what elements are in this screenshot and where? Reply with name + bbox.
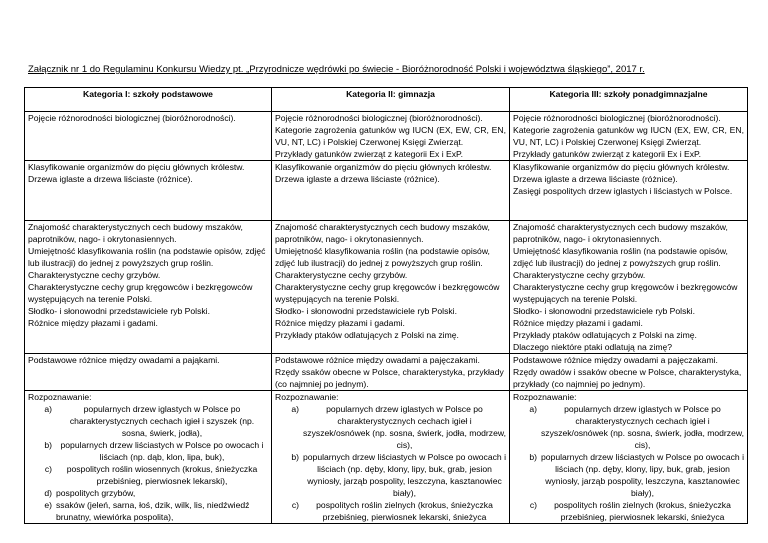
cell-line: Umiejętność klasyfikowania roślin (na podstawie opisów, zdjęć lub ilustracji) do jednej z powyższych grup roślin. (513, 246, 728, 268)
categories-table (24, 87, 748, 524)
list-marker: c) (291, 500, 299, 510)
table-row (25, 221, 748, 354)
cell-line: Charakterystyczne cechy grup kręgowców i bezkręgowców występujących na terenie Polski. (513, 282, 738, 304)
cell-line: Pojęcie różnorodności biologicznej (bioróżnorodności). (513, 113, 721, 123)
cell (272, 221, 510, 354)
cell-line: Pojęcie różnorodności biologicznej (bioróżnorodności). (275, 113, 483, 123)
list-marker: b) (44, 440, 52, 450)
cell-line: Kategorie zagrożenia gatunków wg IUCN (EX, EW, CR, EN, VU, NT, LC) i Polskiej Czerwonej Księgi Zwierząt. (275, 125, 506, 147)
list-marker: e) (44, 500, 52, 510)
list-item (28, 439, 268, 463)
cell (510, 161, 748, 221)
recognition-list (28, 403, 268, 523)
cell (510, 354, 748, 391)
cell-line: Znajomość charakterystycznych cech budowy mszaków, paprotników, nago- i okrytonasiennych. (28, 222, 243, 244)
cell-line: Charakterystyczne cechy grzybów. (513, 270, 646, 280)
list-marker: a) (44, 404, 52, 414)
list-item (28, 487, 268, 499)
list-item-text: ssaków (jeleń, sarna, łoś, dzik, wilk, lis, niedźwiedź brunatny, wiewiórka pospolita), (56, 500, 250, 522)
recognition-list (275, 403, 506, 523)
cell-line: Charakterystyczne cechy grzybów. (28, 270, 161, 280)
list-marker: b) (529, 452, 537, 462)
header-row (25, 88, 748, 112)
cell-line: Różnice między płazami i gadami. (275, 318, 405, 328)
list-item-text: pospolitych roślin zielnych (krokus, śnieżyczka przebiśnieg, pierwiosnek lekarski, śnieżyca (316, 500, 493, 522)
cell-line: Słodko- i słonowodni przedstawiciele ryb Polski. (275, 306, 457, 316)
list-item (513, 499, 744, 523)
cell (25, 112, 272, 161)
list-marker: c) (529, 500, 537, 510)
list-marker: d) (44, 488, 52, 498)
cell-line: Umiejętność klasyfikowania roślin (na podstawie opisów, zdjęć lub ilustracji) do jednej z powyższych grup roślin. (28, 246, 266, 268)
cell (272, 391, 510, 524)
cell (272, 161, 510, 221)
cell-line: Przykłady ptaków odlatujących z Polski na zimę. (513, 330, 697, 340)
list-item-text: popularnych drzew liściastych w Polsce po owocach i liściach (np. dąb, klon, lipa, buk), (60, 440, 264, 462)
cell-line: Charakterystyczne cechy grup kręgowców i bezkręgowców występujących na terenie Polski. (275, 282, 500, 304)
list-item-text: popularnych drzew liściastych w Polsce po owocach i liściach (np. dęby, klony, lipy, buk, grab, jesion wyniosły, jarząb pospolity, leszczyna, kasztanowiec biały), (541, 452, 745, 498)
cell-line: Rozpoznawanie: (275, 392, 339, 402)
cell-line: Rozpoznawanie: (513, 392, 577, 402)
cell-line: Słodko- i słonowodni przedstawiciele ryb Polski. (28, 306, 210, 316)
list-item-text: popularnych drzew liściastych w Polsce po owocach i liściach (np. dęby, klony, lipy, buk, grab, jesion wyniosły, jarząb pospolity, leszczyna, kasztanowiec biały), (303, 452, 507, 498)
cell (25, 354, 272, 391)
cell (510, 391, 748, 524)
cell-line: Przykłady gatunków zwierząt z kategorii Ex i ExP. (513, 149, 702, 159)
cell (25, 221, 272, 354)
cell-line: Słodko- i słonowodni przedstawiciele ryb Polski. (513, 306, 695, 316)
list-item (28, 403, 268, 439)
cell (272, 354, 510, 391)
cell-line: Rzędy owadów i ssaków obecne w Polsce, charakterystyka, przykłady (co najmniej po jednym). (513, 367, 742, 389)
list-item (513, 403, 744, 451)
cell-line: Rzędy ssaków obecne w Polsce, charakterystyka, przykłady (co najmniej po jednym). (275, 367, 504, 389)
cell-line: Klasyfikowanie organizmów do pięciu głównych królestw. (28, 162, 245, 172)
list-marker: a) (291, 404, 299, 414)
list-item (275, 403, 506, 451)
cell-line: Przykłady gatunków zwierząt z kategorii Ex i ExP. (275, 149, 464, 159)
list-marker: c) (44, 464, 52, 474)
table-row (25, 354, 748, 391)
cell-line: Znajomość charakterystycznych cech budowy mszaków, paprotników, nago- i okrytonasiennych. (275, 222, 490, 244)
cell-line: Charakterystyczne cechy grzybów. (275, 270, 408, 280)
list-marker: a) (529, 404, 537, 414)
document-title: Załącznik nr 1 do Regulaminu Konkursu Wiedzy pt. „Przyrodnicze wędrówki po świecie - Bioróżnorodność Polski i województwa śląskiego”, 2017 r. (28, 64, 645, 75)
cell-line: Rozpoznawanie: (28, 392, 92, 402)
header-category-3: Kategoria III: szkoły ponadgimnazjalne (510, 88, 748, 112)
cell-line: Drzewa iglaste a drzewa liściaste (różnice). (28, 174, 193, 184)
cell-line: Klasyfikowanie organizmów do pięciu głównych królestw. (513, 162, 730, 172)
cell-line: Podstawowe różnice między owadami a pająkami. (28, 355, 220, 365)
header-category-2: Kategoria II: gimnazja (272, 88, 510, 112)
list-item (513, 451, 744, 499)
cell (25, 161, 272, 221)
cell-line: Pojęcie różnorodności biologicznej (bioróżnorodności). (28, 113, 236, 123)
recognition-list (513, 403, 744, 523)
cell-line: Drzewa iglaste a drzewa liściaste (różnice). (275, 174, 440, 184)
list-item-text: pospolitych roślin zielnych (krokus, śnieżyczka przebiśnieg, pierwiosnek lekarski, śnieżyca (554, 500, 731, 522)
list-item-text: popularnych drzew iglastych w Polsce po charakterystycznych cechach igieł i szyszek/osnówek (np. sosna, świerk, jodła, modrzew, cis), (541, 404, 744, 450)
cell (272, 112, 510, 161)
table-row (25, 161, 748, 221)
cell-line: Różnice między płazami i gadami. (28, 318, 158, 328)
cell-line: Różnice między płazami i gadami. (513, 318, 643, 328)
cell (510, 112, 748, 161)
list-item-text: popularnych drzew iglastych w Polsce po charakterystycznych cechach igieł i szyszek (np. sosna, świerk, jodła), (69, 404, 255, 438)
cell-line: Drzewa iglaste a drzewa liściaste (różnice). (513, 174, 678, 184)
cell-line: Umiejętność klasyfikowania roślin (na podstawie opisów, zdjęć lub ilustracji) do jednej z powyższych grup roślin. (275, 246, 490, 268)
cell (25, 391, 272, 524)
cell-line: Zasięgi pospolitych drzew iglastych i liściastych w Polsce. (513, 186, 733, 196)
list-marker: b) (291, 452, 299, 462)
cell-line: Podstawowe różnice między owadami a pajęczakami. (513, 355, 718, 365)
list-item (275, 499, 506, 523)
cell-line: Podstawowe różnice między owadami a pajęczakami. (275, 355, 480, 365)
list-item (28, 499, 268, 523)
cell-line: Charakterystyczne cechy grup kręgowców i bezkręgowców występujących na terenie Polski. (28, 282, 253, 304)
list-item (28, 463, 268, 487)
cell-line: Klasyfikowanie organizmów do pięciu głównych królestw. (275, 162, 492, 172)
cell-line: Kategorie zagrożenia gatunków wg IUCN (EX, EW, CR, EN, VU, NT, LC) i Polskiej Czerwonej Księgi Zwierząt. (513, 125, 744, 147)
table-row (25, 112, 748, 161)
cell-line: Dlaczego niektóre ptaki odlatują na zimę? (513, 342, 673, 352)
list-item (275, 451, 506, 499)
list-item-text: pospolitych grzybów, (56, 488, 136, 498)
header-category-1: Kategoria I: szkoły podstawowe (25, 88, 272, 112)
cell-line: Przykłady ptaków odlatujących z Polski na zimę. (275, 330, 459, 340)
cell-line: Znajomość charakterystycznych cech budowy mszaków, paprotników, nago- i okrytonasiennych. (513, 222, 728, 244)
list-item-text: pospolitych roślin wiosennych (krokus, śnieżyczka przebiśnieg, pierwiosnek lekarski), (66, 464, 258, 486)
list-item-text: popularnych drzew iglastych w Polsce po charakterystycznych cechach igieł i szyszek/osnówek (np. sosna, świerk, jodła, modrzew, cis), (303, 404, 506, 450)
table-row (25, 391, 748, 524)
cell (510, 221, 748, 354)
